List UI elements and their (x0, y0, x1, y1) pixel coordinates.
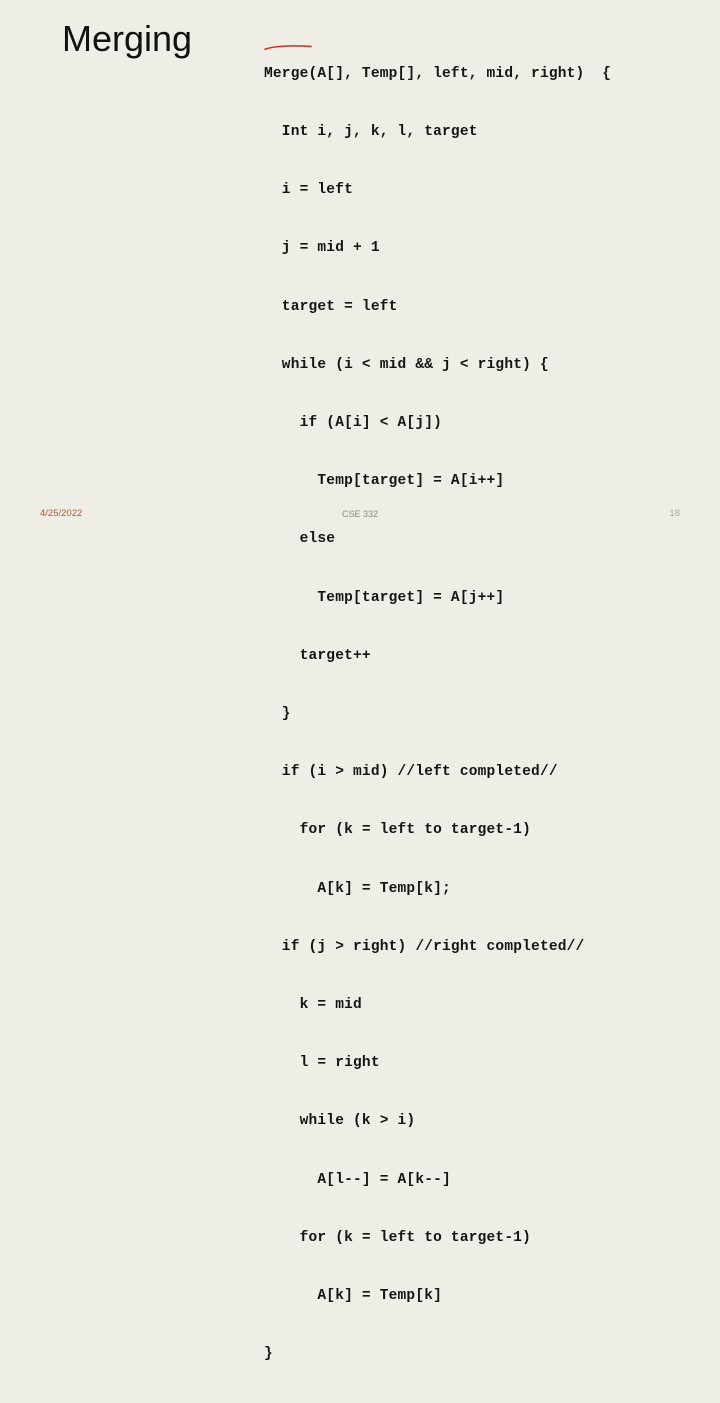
code-line: target++ (264, 647, 371, 664)
footer-date: 4/25/2022 (40, 508, 83, 519)
code-line: Temp[target] = A[i++] (264, 473, 505, 490)
code-line: while (i < mid && j < right) { (264, 356, 549, 373)
code-line: j = mid + 1 (264, 240, 380, 257)
code-line: for (k = left to target-1) (264, 822, 532, 839)
code-line: Temp[target] = A[j++] (264, 589, 505, 606)
code-line: A[k] = Temp[k] (264, 1288, 443, 1305)
code-line: i = left (264, 182, 354, 199)
code-line: Int i, j, k, l, target (264, 124, 478, 141)
code-line: while (k > i) (264, 1113, 416, 1130)
code-line: l = right (264, 1055, 380, 1072)
code-line: if (j > right) //right completed// (264, 938, 585, 955)
code-line: if (i > mid) //left completed// (264, 764, 558, 781)
code-line: if (A[i] < A[j]) (264, 415, 443, 432)
code-line: A[l--] = A[k--] (264, 1171, 451, 1188)
footer-page-number: 18 (669, 508, 680, 519)
code-line: target = left (264, 298, 398, 315)
code-listing (264, 26, 611, 1403)
code-line: k = mid (264, 997, 362, 1014)
code-line: Merge(A[], Temp[], left, mid, right) { (264, 65, 612, 82)
code-line: else (264, 531, 336, 548)
code-line: A[k] = Temp[k]; (264, 880, 451, 897)
code-line: } (264, 1346, 273, 1363)
code-line: for (k = left to target-1) (264, 1229, 532, 1246)
footer-course: CSE 332 (341, 509, 379, 519)
page-title: Merging (62, 18, 193, 59)
code-line: } (264, 706, 291, 723)
